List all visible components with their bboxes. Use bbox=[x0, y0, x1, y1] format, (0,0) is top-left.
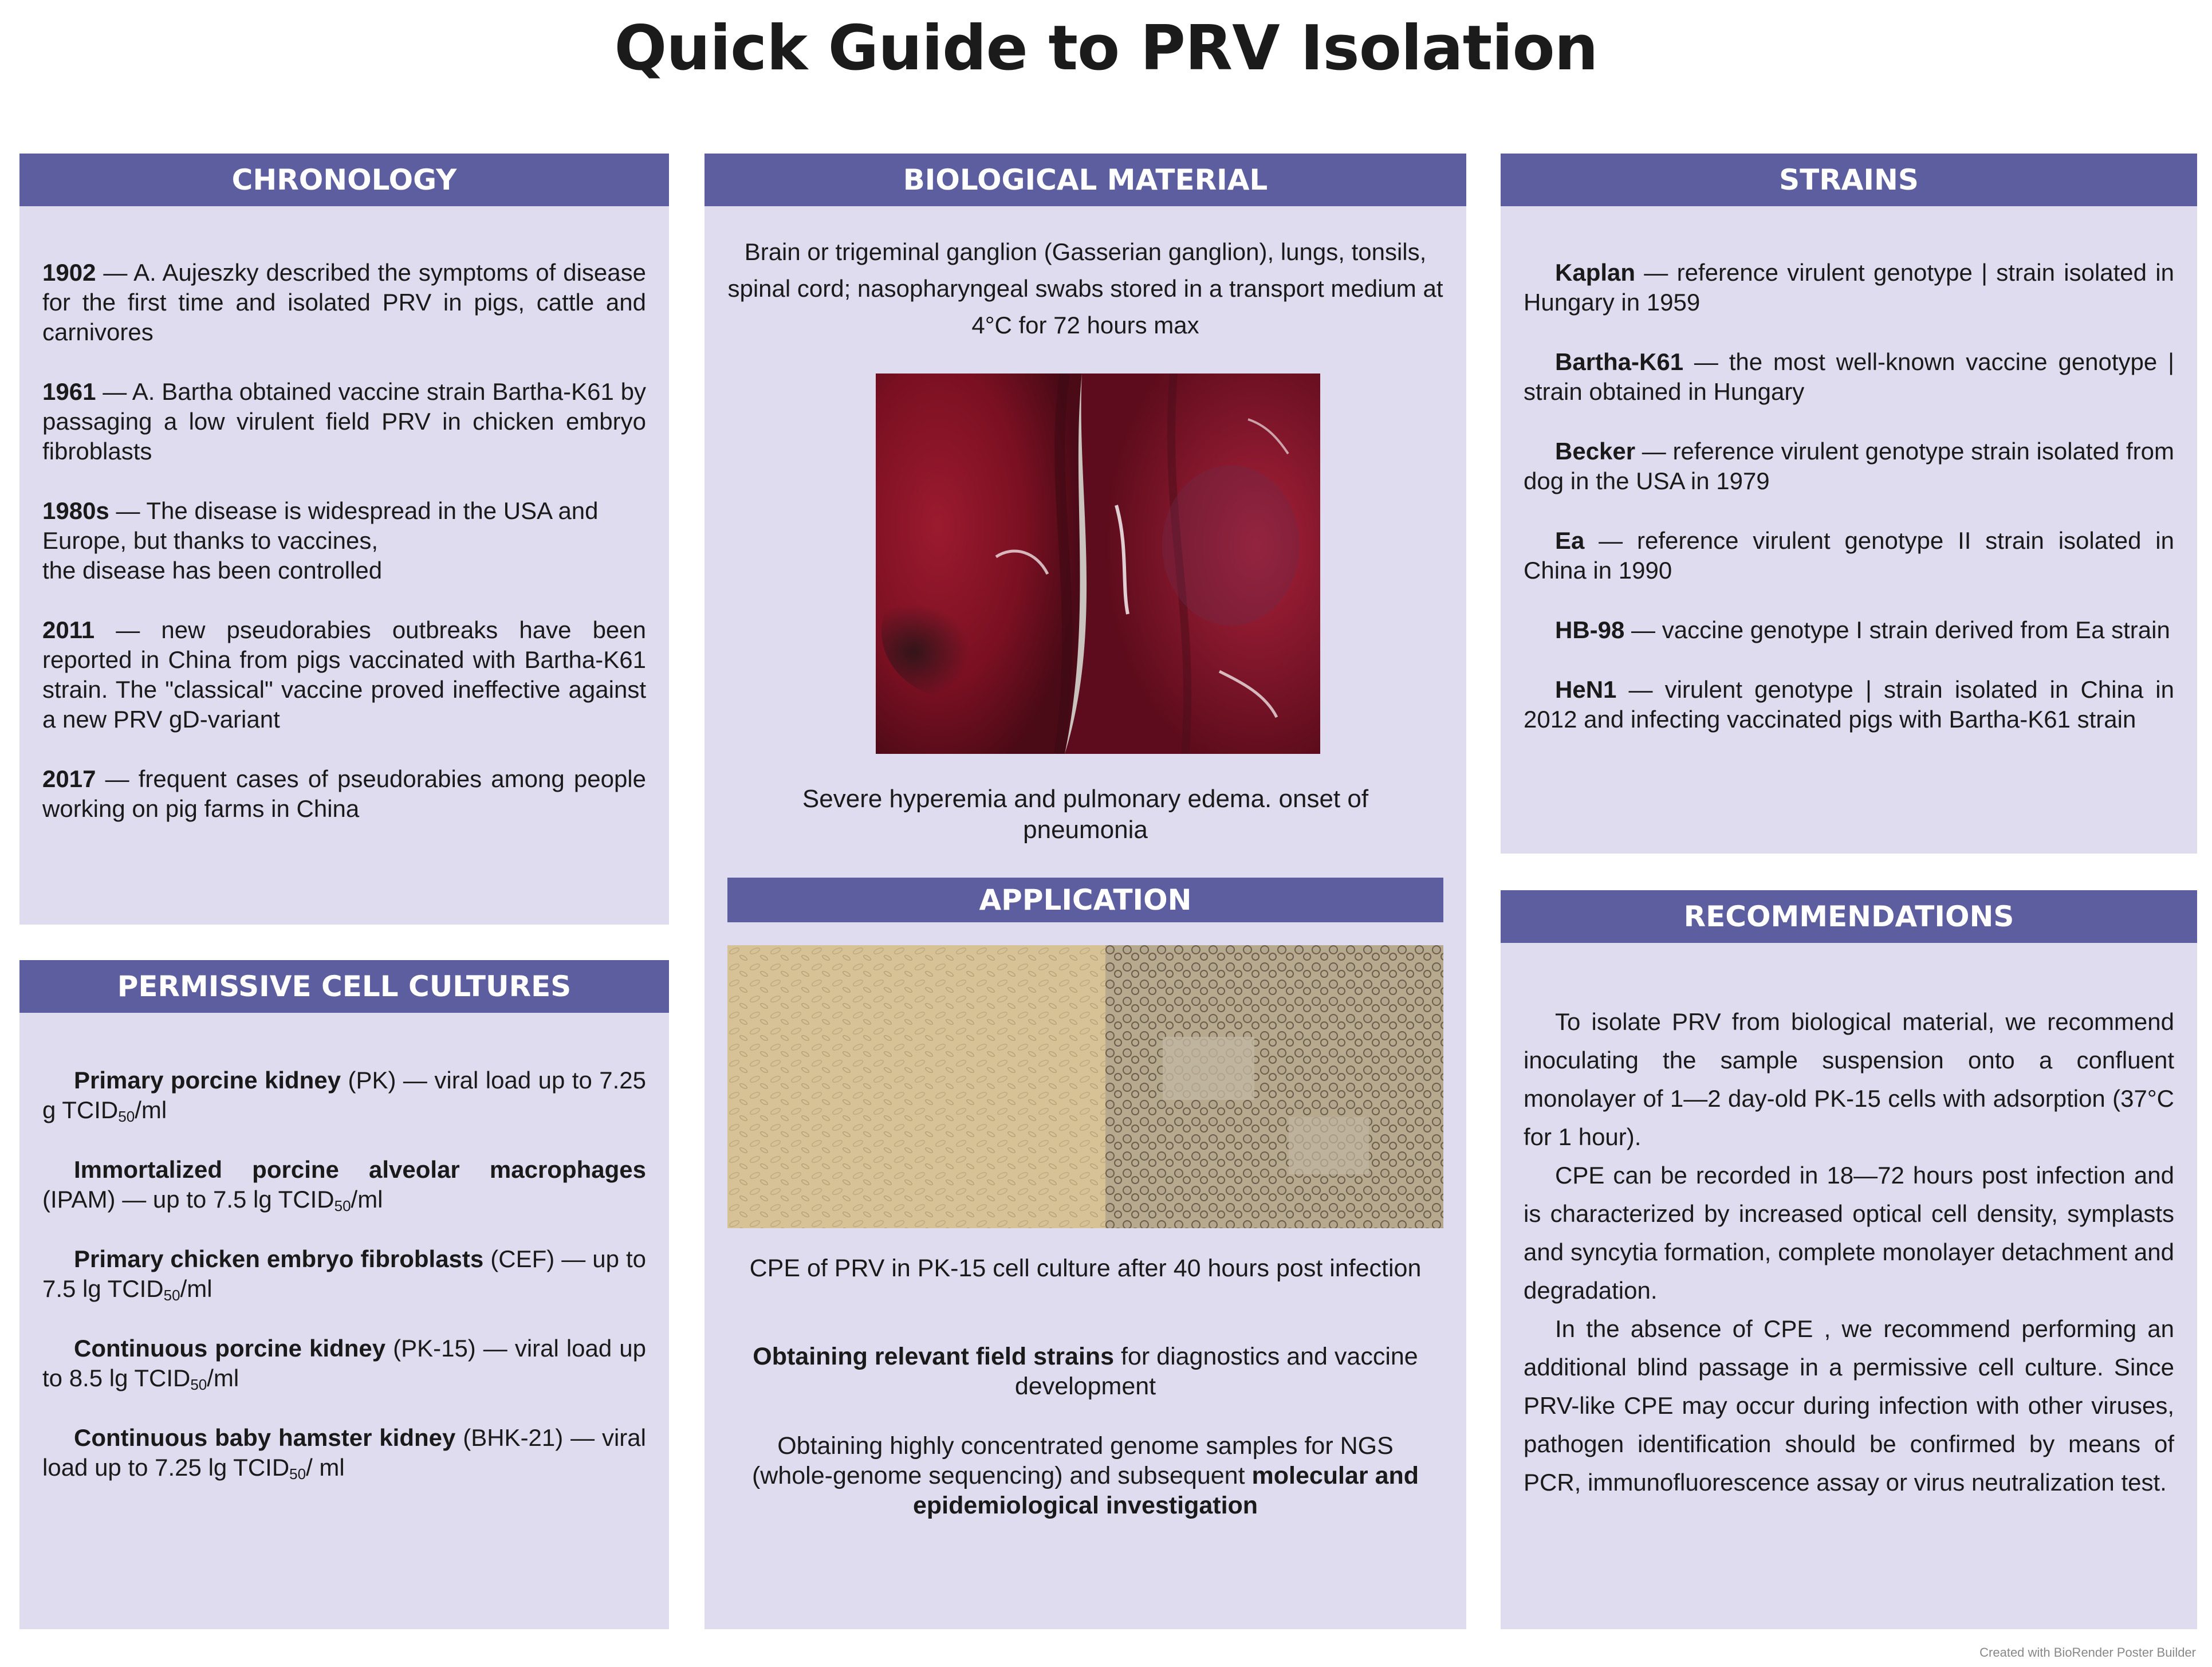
culture-entry: Primary porcine kidney (PK) — viral load up to 7.25 g $TCID_{50}/ml$ bbox=[42, 1067, 646, 1125]
biological-panel bbox=[704, 154, 1466, 1629]
credit-text: Created with BioRender Poster Builder bbox=[1979, 1645, 2196, 1660]
strain-entry: HB-98 — vaccine genotype I strain derived from Ea strain bbox=[1555, 616, 2170, 643]
chronology-header: CHRONOLOGY bbox=[19, 154, 669, 206]
lung-photo bbox=[876, 373, 1320, 754]
recommendation-paragraph: In the absence of CPE , we recommend performing an additional blind passage in a permissive cell culture. Since PRV-like CPE may occur during infection with other viruses, pathogen identification should be confirmed by means of PCR, immunofluorescence assay or virus neutralization test. bbox=[1524, 1315, 2174, 1496]
chronology-body bbox=[42, 258, 646, 854]
application-item-2: Obtaining highly concentrated genome samples for NGS (whole-genome sequencing) and subsequent molecular and epidemiological investigation bbox=[751, 1432, 1419, 1519]
application-header: APPLICATION bbox=[727, 878, 1443, 922]
recommendations-header: RECOMMENDATIONS bbox=[1501, 890, 2197, 943]
cpe-caption: CPE of PRV in PK-15 cell culture after 40 hours post infection bbox=[749, 1255, 1422, 1282]
strains-body bbox=[1524, 258, 2174, 764]
cultures-body bbox=[42, 1066, 646, 1512]
chronology-entry: 2017 — frequent cases of pseudorabies among people working on pig farms in China bbox=[42, 765, 646, 822]
lung-image bbox=[876, 373, 1320, 754]
culture-entry: Continuous baby hamster kidney (BHK-21) — viral load up to 7.25 $\lg TCID_{50}/$ ml bbox=[42, 1424, 646, 1483]
strain-entry: Kaplan — reference virulent genotype | strain isolated in Hungary in 1959 bbox=[1524, 259, 2174, 316]
strain-entry: HeN1 — virulent genotype | strain isolated in China in 2012 and infecting vaccinated pigs with Bartha-K61 strain bbox=[1524, 676, 2174, 733]
strains-header: STRAINS bbox=[1501, 154, 2197, 206]
strains-panel bbox=[1501, 154, 2197, 854]
strain-entry: Bartha-K61 — the most well-known vaccine genotype | strain obtained in Hungary bbox=[1524, 348, 2174, 405]
biological-header: BIOLOGICAL MATERIAL bbox=[704, 154, 1466, 206]
application-item-1: Obtaining relevant field strains for diagnostics and vaccine development bbox=[753, 1343, 1418, 1400]
cultures-panel bbox=[19, 960, 669, 1629]
cultures-header: PERMISSIVE CELL CULTURES bbox=[19, 960, 669, 1013]
lung-caption: Severe hyperemia and pulmonary edema. onset of pneumonia bbox=[802, 785, 1369, 844]
culture-entry: Continuous porcine kidney (PK-15) — viral load up to 8.5 $\lg TCID_{50}/ml$ bbox=[42, 1335, 646, 1393]
biological-intro: Brain or trigeminal ganglion (Gasserian ganglion), lungs, tonsils, spinal cord; nasopharyngeal swabs stored in a transport medium at 4°C for 72 hours max bbox=[727, 238, 1443, 339]
recommendation-paragraph: To isolate PRV from biological material, we recommend inoculating the sample suspension onto a confluent monolayer of 1—2 day-old PK-15 cells with adsorption (37°C for 1 hour). bbox=[1524, 1008, 2174, 1150]
culture-entry: Immortalized porcine alveolar macrophages (IPAM) — up to 7.5 $\lg TCID_{50}/ml$ bbox=[42, 1156, 646, 1214]
cell-culture-image bbox=[727, 945, 1443, 1228]
strain-entry: Becker — reference virulent genotype strain isolated from dog in the USA in 1979 bbox=[1524, 438, 2174, 494]
recommendation-paragraph: CPE can be recorded in 18—72 hours post infection and is characterized by increased optical cell density, symplasts and syncytia formation, complete monolayer detachment and degradation. bbox=[1524, 1162, 2174, 1304]
strain-entry: Ea — reference virulent genotype II strain isolated in China in 1990 bbox=[1524, 527, 2174, 584]
chronology-entry: 1980s — The disease is widespread in the USA and Europe, but thanks to vaccines, the disease has been controlled bbox=[42, 497, 599, 584]
culture-entry: Primary chicken embryo fibroblasts (CEF) — up to 7.5 $\lg TCID_{50}/ml$ bbox=[42, 1245, 646, 1304]
cell-culture-photo bbox=[727, 945, 1443, 1228]
chronology-entry: 1961 — A. Bartha obtained vaccine strain Bartha-K61 by passaging a low virulent field PRV in chicken embryo fibroblasts bbox=[42, 378, 646, 465]
chronology-entry: 2011 — new pseudorabies outbreaks have been reported in China from pigs vaccinated with Bartha-K61 strain. The "classical" vaccine proved ineffective against a new PRV gD-variant bbox=[42, 616, 646, 733]
chronology-entry: 1902 — A. Aujeszky described the symptoms of disease for the first time and isolated PRV in pigs, cattle and carnivores bbox=[42, 259, 646, 345]
recommendations-body bbox=[1524, 1002, 2174, 1501]
poster-title: Quick Guide to PRV Isolation bbox=[614, 13, 1598, 84]
recommendations-panel bbox=[1501, 890, 2197, 1629]
chronology-panel bbox=[19, 154, 669, 925]
